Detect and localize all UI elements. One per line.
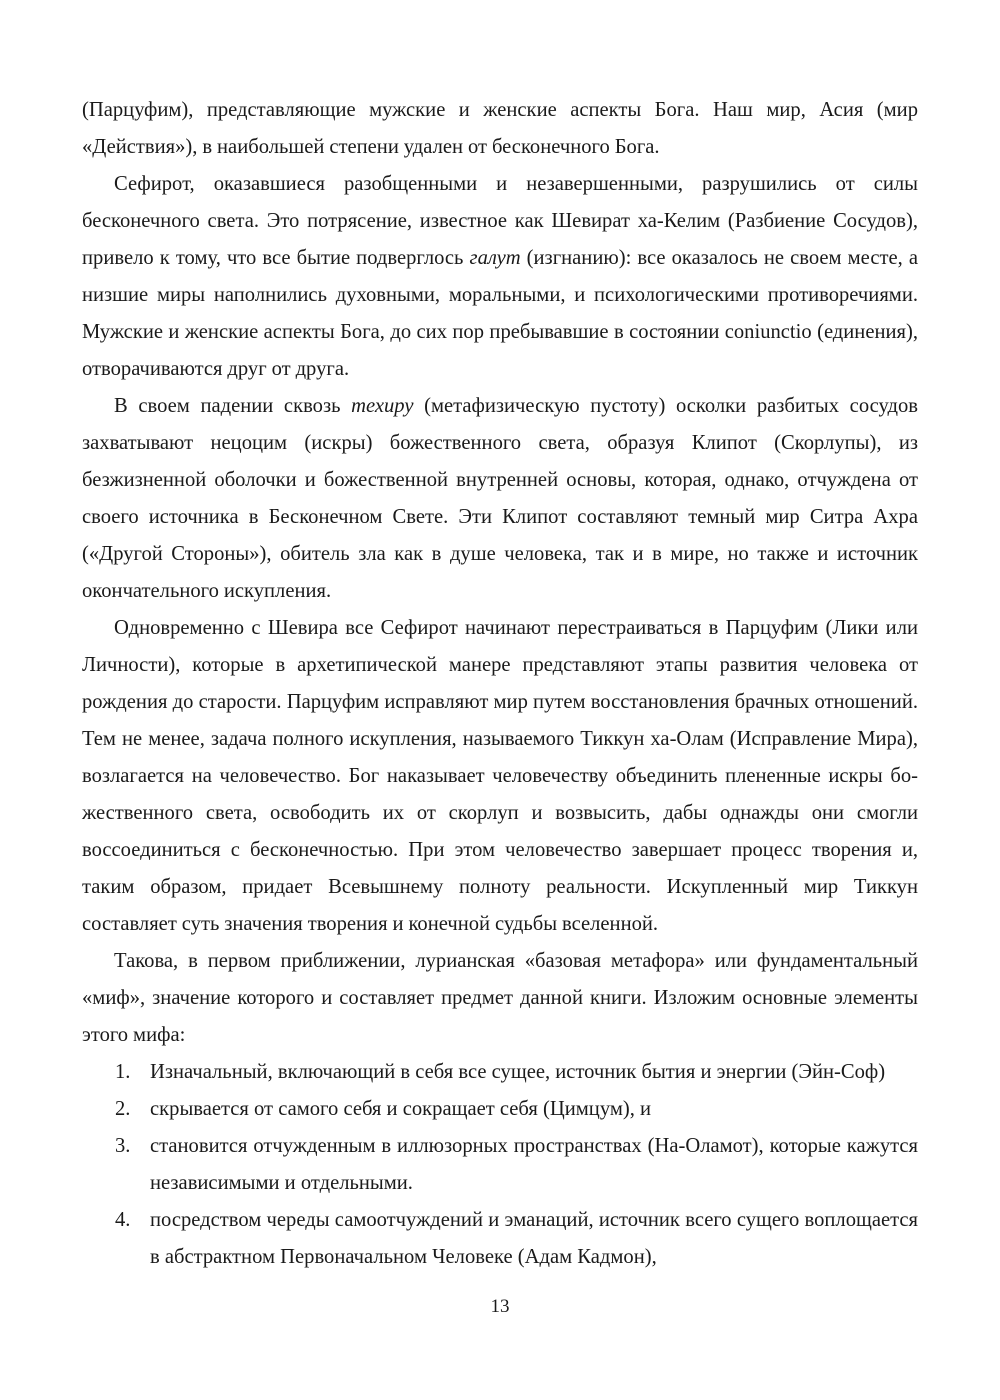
paragraph-3 xyxy=(82,388,918,610)
list-item-marker: 3. xyxy=(115,1135,131,1157)
list-item xyxy=(82,1054,918,1091)
list-item xyxy=(82,1202,918,1276)
list-item xyxy=(82,1091,918,1128)
list-item-marker: 1. xyxy=(115,1061,131,1083)
list-item-text: скрывается от самого себя и сокращает себя (Цимцум), и xyxy=(150,1098,652,1120)
paragraph-1 xyxy=(82,92,918,166)
paragraph-2-italic-term-galut: галут xyxy=(469,247,521,269)
paragraph-2-run-3: (изгнанию): все оказалось не своем месте, а низшие миры наполнились духовными, моральными, и психологическими противоречиями. Мужские и женские аспекты Бога, до сих пор пребывавшие в состоянии coniunctio (единения), отворачиваются друг от друга. xyxy=(82,247,918,380)
paragraph-4-run-1: Одновременно с Шевира все Сефирот начинают перестраиваться в Парцуфим (Лики или Личности), которые в архетипической манере представляют этапы развития человека от рождения до старости. Парцуфим исправляют мир путем восстановления брачных отношений. Тем не менее, задача полного искупления, называемого Тиккун ха-Олам (Исправление Мира), возлагается на человечество. Бог наказывает человечеству объединить плененные искры божественного света, освободить их от скорлуп и возвысить, дабы однажды они смогли воссоединиться с бесконечностью. При этом человечество завершает процесс творения и, таким образом, придает Всевышнему полноту реальности. Искупленный мир Тиккун составляет суть значения творения и конечной судьбы вселенной. xyxy=(82,617,918,935)
paragraph-3-run-3: (метафизическую пустоту) осколки разбитых сосудов захватывают нецоцим (искры) божественного света, образуя Клипот (Скорлупы), из безжизненной оболочки и божественной внутренней основы, которая, однако, отчуждена от своего источника в Бесконечном Свете. Эти Клипот составляют темный мир Ситра Ахра («Другой Стороны»), обитель зла как в душе человека, так и в мире, но также и источник окончательного искупления. xyxy=(82,395,918,602)
list-item-marker: 2. xyxy=(115,1098,131,1120)
list-item-text: становится отчужденным в иллюзорных пространствах (На-Оламот), которые кажутся независимыми и отдельными. xyxy=(150,1135,918,1194)
list-item-marker: 4. xyxy=(115,1209,131,1231)
paragraph-1-run-1: (Парцуфим), представляющие мужские и женские аспекты Бога. Наш мир, Асия (мир «Действия»), в наибольшей степени удален от бесконечного Бога. xyxy=(82,99,918,158)
paragraph-3-run-1: В своем падении сквозь xyxy=(114,395,352,417)
paragraph-5 xyxy=(82,943,918,1054)
paragraph-4 xyxy=(82,610,918,943)
paragraph-3-italic-term-tehiru: техиру xyxy=(351,395,414,417)
page-number: 13 xyxy=(490,1296,510,1317)
list-item xyxy=(82,1128,918,1202)
paragraph-5-run-1: Такова, в первом приближении, лурианская «базовая метафора» или фундаментальный «миф», значение которого и составляет предмет данной книги. Изложим основные элементы этого мифа: xyxy=(82,950,918,1046)
myth-elements-list xyxy=(82,1054,918,1276)
paragraph-2 xyxy=(82,166,918,388)
list-item-text: посредством череды самоотчуждений и эманаций, источник всего сущего воплощается в абстрактном Первоначальном Человеке (Адам Кадмон), xyxy=(150,1209,918,1268)
body-text-column xyxy=(82,92,918,1276)
paragraph-2-run-1: Сефирот, оказавшиеся разобщенными и незавершенными, разрушились от силы бесконечного света. Это потрясение, известное как Шевират ха-Келим (Разбиение Сосудов), привело к тому, что все бытие подверглось xyxy=(82,173,918,269)
list-item-text: Изначальный, включающий в себя все сущее, источник бытия и энергии (Эйн-Соф) xyxy=(150,1061,886,1083)
